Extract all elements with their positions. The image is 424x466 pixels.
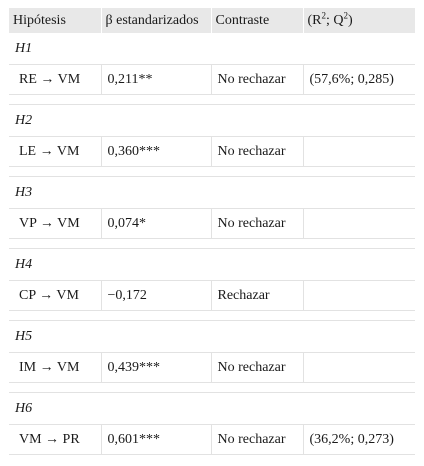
hypothesis-label: H2 [9,105,415,137]
beta-cell: 0,074* [101,209,211,239]
fit-cell [303,281,415,311]
hypothesis-row-h2 [9,105,415,137]
hypothesis-label: H5 [9,321,415,353]
hypothesis-results-table [9,8,415,455]
row-spacer [9,383,415,393]
table-body [9,33,415,455]
fit-cell [303,353,415,383]
header-contraste: Contraste [211,8,303,33]
row-spacer [9,95,415,105]
beta-cell: −0,172 [101,281,211,311]
table-row [9,281,415,311]
contrast-cell: No rechazar [211,65,303,95]
contrast-cell: No rechazar [211,353,303,383]
contrast-cell: No rechazar [211,209,303,239]
path-cell: VM → PR [9,425,101,455]
contrast-cell: No rechazar [211,425,303,455]
beta-cell: 0,601*** [101,425,211,455]
header-close-paren: ) [348,12,353,28]
path-cell: VP → VM [9,209,101,239]
contrast-cell: Rechazar [211,281,303,311]
path-cell: LE → VM [9,137,101,167]
fit-cell [303,209,415,239]
hypothesis-label: H3 [9,177,415,209]
header-beta: β estandarizados [101,8,211,33]
row-spacer [9,239,415,249]
row-spacer [9,311,415,321]
results-table-container [9,8,415,455]
table-row [9,425,415,455]
beta-cell: 0,439*** [101,353,211,383]
hypothesis-row-h3 [9,177,415,209]
header-r2-q2 [303,8,415,33]
fit-cell: (57,6%; 0,285) [303,65,415,95]
header-r-sup: 2 [321,9,326,20]
hypothesis-row-h1 [9,33,415,65]
header-q-sup: 2 [343,9,348,20]
path-cell: CP → VM [9,281,101,311]
header-hipotesis: Hipótesis [9,8,101,33]
fit-cell [303,137,415,167]
row-spacer [9,167,415,177]
table-row [9,65,415,95]
table-row [9,353,415,383]
hypothesis-row-h4 [9,249,415,281]
hypothesis-label: H4 [9,249,415,281]
hypothesis-label: H1 [9,33,415,65]
fit-cell: (36,2%; 0,273) [303,425,415,455]
hypothesis-label: H6 [9,393,415,425]
header-r-part: (R [307,12,322,28]
path-cell: RE → VM [9,65,101,95]
path-cell: IM → VM [9,353,101,383]
contrast-cell: No rechazar [211,137,303,167]
hypothesis-row-h5 [9,321,415,353]
table-header-row [9,8,415,33]
beta-cell: 0,211** [101,65,211,95]
beta-cell: 0,360*** [101,137,211,167]
table-row [9,209,415,239]
header-q-part: ; Q [326,12,344,28]
table-row [9,137,415,167]
hypothesis-row-h6 [9,393,415,425]
